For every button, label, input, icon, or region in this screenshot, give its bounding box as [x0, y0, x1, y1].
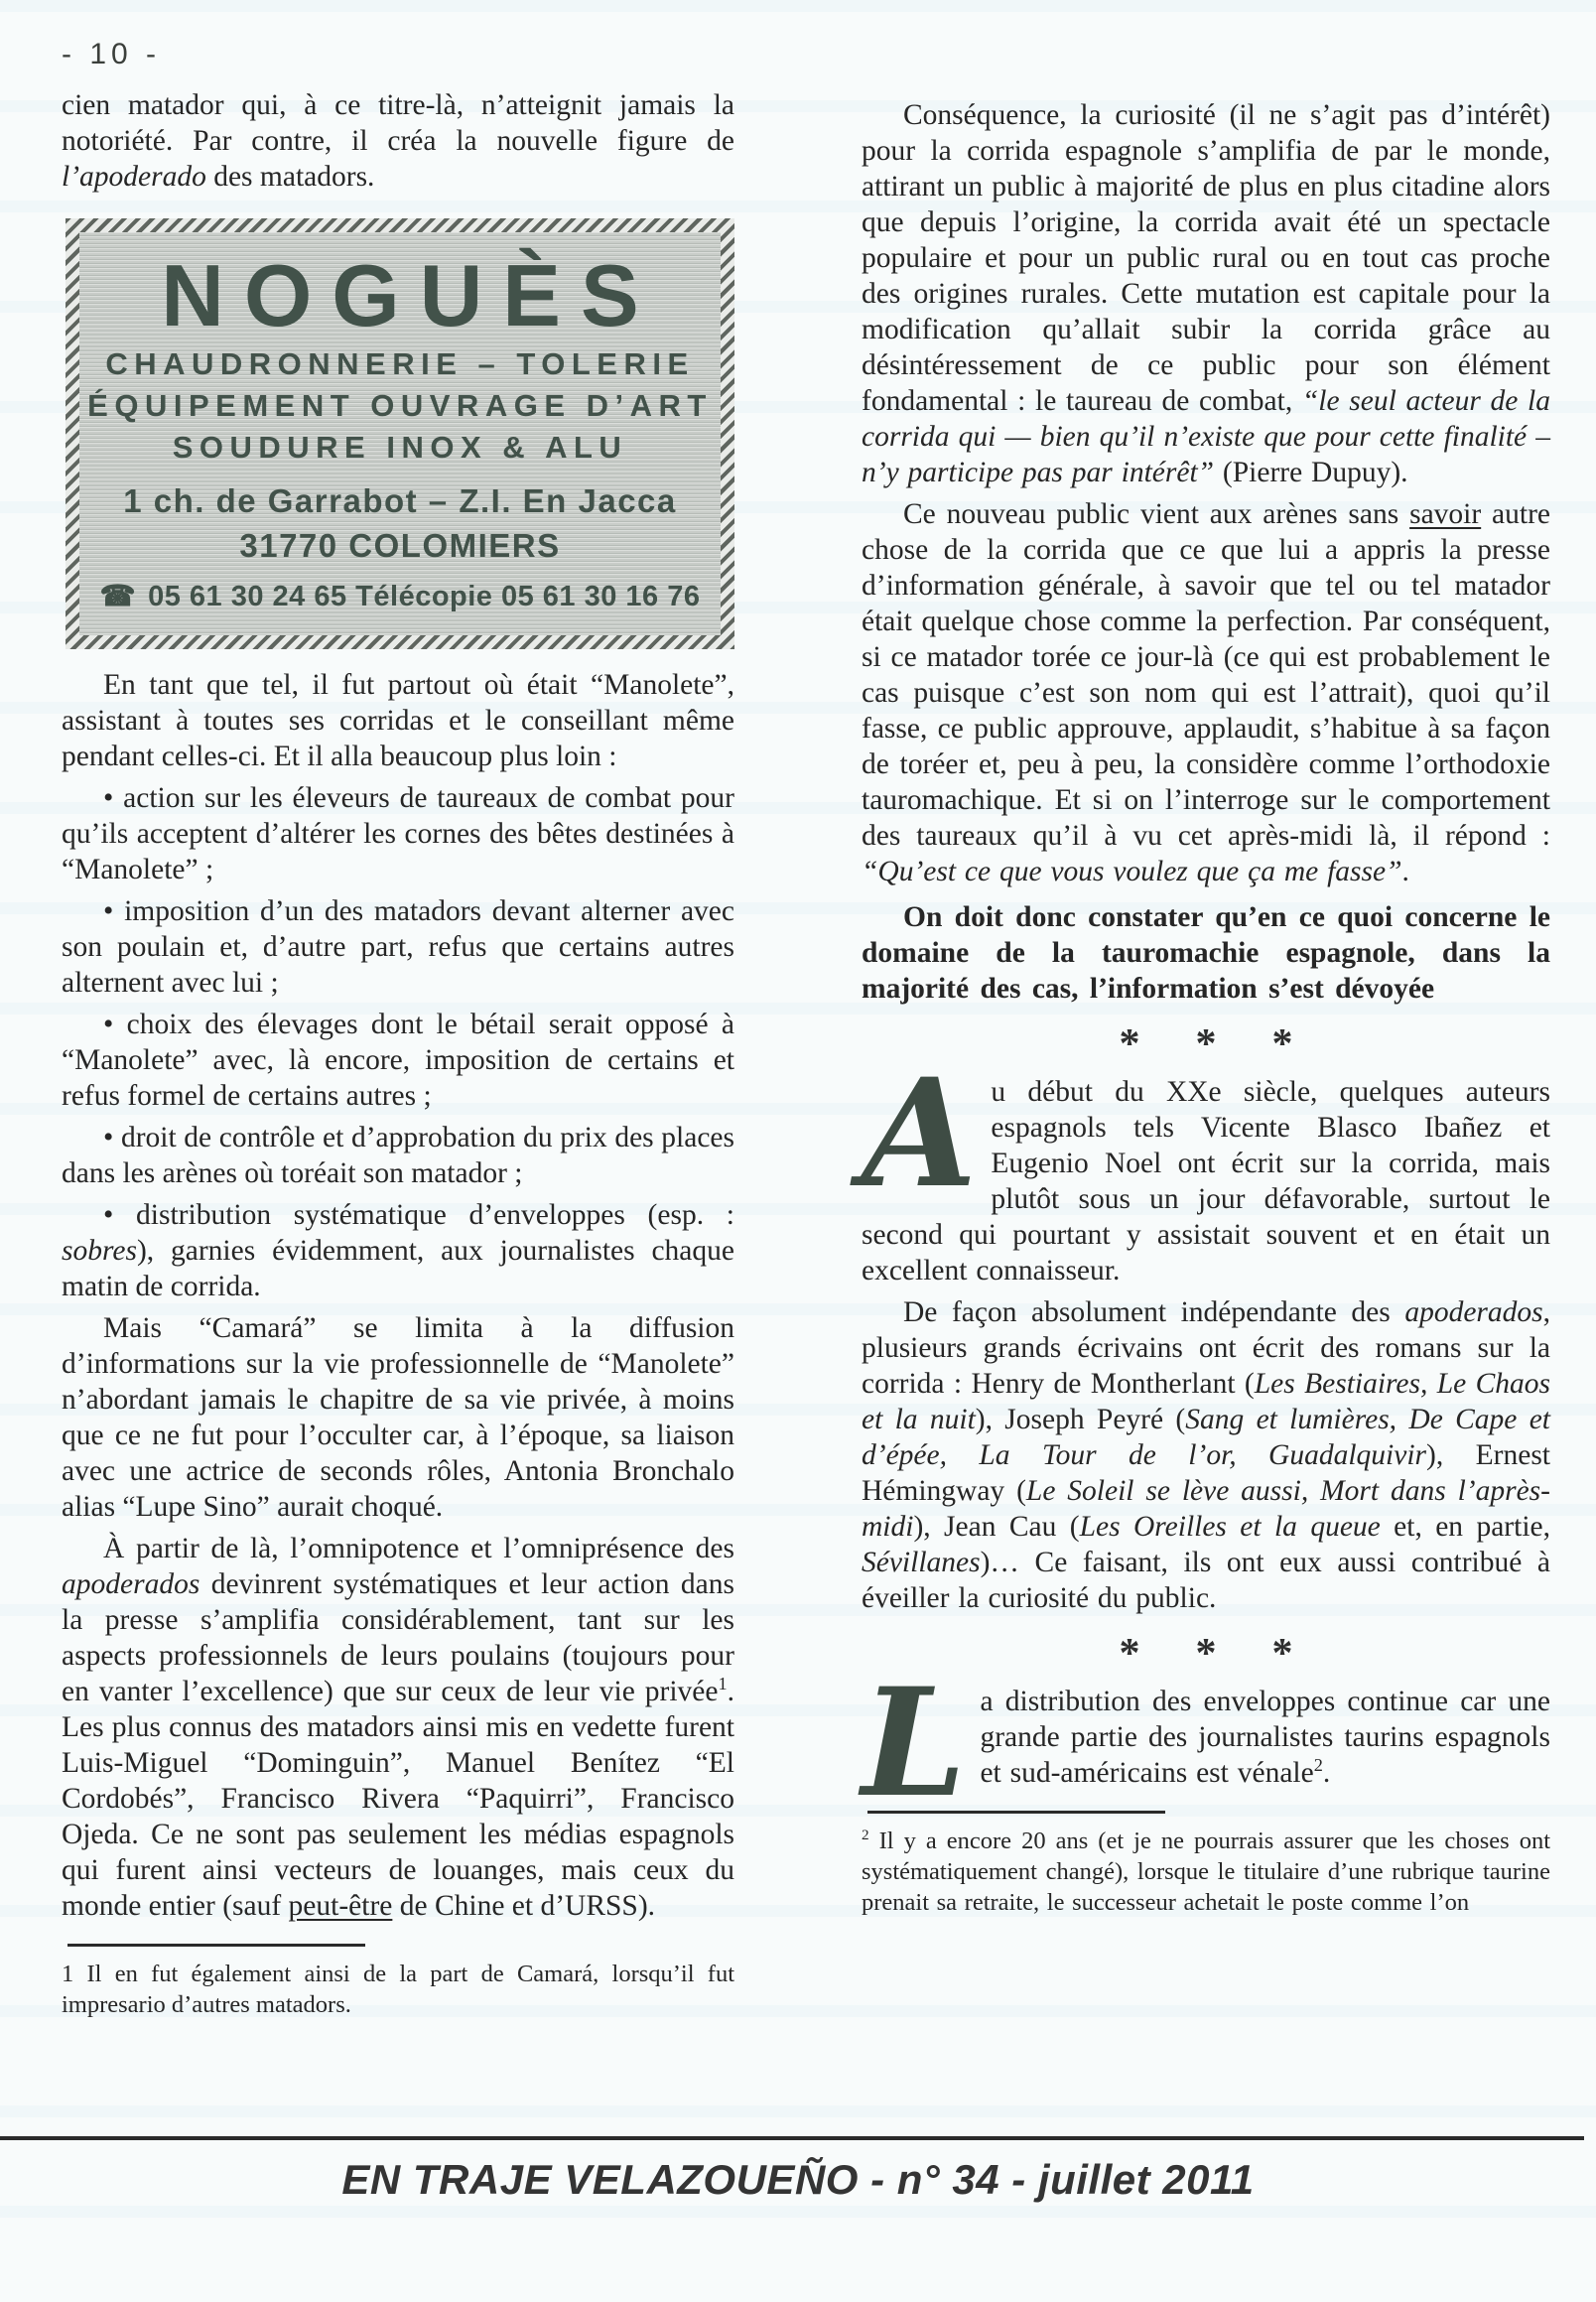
bullet-item-choix: • choix des élevages dont le bétail serait opposé à “Manolete” avec, là encore, imposition de certains et refus formel de certains autres ; [62, 1009, 734, 1112]
paragraph-la-distribution [862, 1656, 1550, 1830]
paragraph-constat-bold: On doit donc constater qu’en ce quoi concerne le domaine de la tauromachie espagnole, dans la majorité des cas, l’information s’est dévoyée [862, 901, 1550, 1005]
bullet-item-distribution: • distribution systématique d’enveloppes (esp. : sobres), garnies évidemment, aux journalistes chaque matin de corrida. [62, 1199, 734, 1302]
paragraph-mais-camara: Mais “Camará” se limita à la diffusion d’informations sur la vie professionnelle de “Manolete” n’abordant jamais le chapitre de sa vie privée, à moins que ce ne fut pour l’occulter car, à l’époque, sa liaison avec une actrice de seconds rôles, Antonia Bronchalo alias “Lupe Sino” aurait choqué. [62, 1312, 734, 1523]
paragraph-nouveau-public: Ce nouveau public vient aux arènes sans savoir autre chose de la corrida que ce que lui a appris la presse d’information générale, à savoir que tel ou tel matador était quelque chose comme la perfection. Par conséquent, si ce matador torée ce jour-là (ce qui est probablement le cas puisque c’est son nom qui est l’attrait), quoi qu’il fasse, ce public approuve, applaudit, s’habitue à sa façon de toréer et, peu à peu, la considère comme l’orthodoxie tauromachique. Et si on l’interroge sur le comportement des taureaux qu’il à vu cet après-midi là, il répond : “Qu’est ce que vous voulez que ça me fasse”. [862, 498, 1550, 887]
dropcap-letter-l: L [862, 1656, 967, 1830]
ad-activity-line: ÉQUIPEMENT OUVRAGE D’ART [87, 388, 713, 423]
paragraph-consequence: Conséquence, la curiosité (il ne s’agit pas d’intérêt) pour la corrida espagnole s’amplifia de par le monde, attirant un public à majorité de plus en plus citadine alors que depuis l’origine, la corrida avait été un spectacle populaire et pour un public rural ou en tout cas proche des origines rurales. Cette mutation est capitale pour la modification qu’allait subir la corrida grâce au désintéressement de ce public pour son élément fondamental : le taureau de combat, “le seul acteur de la corrida qui — bien qu’il n’existe que pour cette finalité – n’y participe pas par intérêt” (Pierre Dupuy). [862, 99, 1550, 488]
dropcap-letter-a: A [862, 1046, 978, 1221]
bullet-item-imposition: • imposition d’un des matadors devant alterner avec son poulain et, d’autre part, refus que certains autres alternent avec lui ; [62, 895, 734, 999]
footnote-2: $^2$ Il y a encore 20 ans (et je ne pourrais assurer que les choses ont systématiquement changé), lorsque le titulaire d’une rubrique taurine prenait sa retraite, le successeur achetait le poste comme l’on [862, 1826, 1550, 1916]
ad-address-city: 31770 COLOMIERS [239, 527, 561, 564]
telephone-icon: ☎ [99, 581, 137, 612]
footnote-separator-rule [67, 1944, 365, 1947]
paragraph-text: a distribution des enveloppes continue car une grande partie des journalistes taurins espagnols et sud-américains est vénale$^2$. [980, 1686, 1550, 1789]
bullet-item-action: • action sur les éleveurs de taureaux de combat pour qu’ils acceptent d’altérer les cornes des bêtes destinées à “Manolete” ; [62, 782, 734, 885]
left-column [62, 87, 734, 2020]
stars-separator: * * * [1119, 1631, 1315, 1677]
footnote-1: 1 Il en fut également ainsi de la part de Camará, lorsqu’il fut impresario d’autres matadors. [62, 1961, 734, 2018]
page-number: - 10 - [62, 38, 162, 70]
right-column [862, 97, 1550, 1918]
ad-activity-line: CHAUDRONNERIE – TOLERIE [105, 346, 695, 381]
ad-company-name: NOGUÈS [161, 246, 659, 344]
footer-rule [0, 2136, 1584, 2140]
paragraph-a-partir-de-la: À partir de là, l’omnipotence et l’omniprésence des apoderados devinrent systématiques et leur action dans la presse s’amplifia considérablement, tant sur les aspects professionnels de leurs poulains (toujours pour en vanter l’excellence) que sur ceux de leur vie privée$^1$. Les plus connus des matadors ainsi mis en vedette furent Luis-Miguel “Dominguin”, Manuel Benítez “El Cordobés”, Francisco Rivera “Paquirri”, Francisco Ojeda. Ce ne sont pas seulement les médias espagnols qui furent ainsi vecteurs de louanges, mais ceux du monde entier (sauf peut-être de Chine et d’URSS). [62, 1533, 734, 1922]
advertisement-inner [79, 232, 721, 635]
paragraph-cien-matador: cien matador qui, à ce titre-là, n’atteignit jamais la notoriété. Par contre, il créa la nouvelle figure de l’apoderado des matadors. [62, 89, 734, 193]
advertisement-nogues [66, 218, 734, 649]
paragraph-de-facon: De façon absolument indépendante des apoderados, plusieurs grands écrivains ont écrit des romans sur la corrida : Henry de Montherlant (Les Bestiaires, Le Chaos et la nuit), Joseph Peyré (Sang et lumières, De Cape et d’épée, La Tour de l’or, Guadalquivir), Ernest Hémingway (Le Soleil se lève aussi, Mort dans l’après-midi), Jean Cau (Les Oreilles et la queue et, en partie, Sévillanes)… Ce faisant, ils ont eux aussi contribué à éveiller la curiosité du public. [862, 1296, 1551, 1614]
paragraph-text: u début du XXe siècle, quelques auteurs espagnols tels Vicente Blasco Ibañez et Eugenio Noel ont écrit sur la corrida, mais plutôt sous un jour défavorable, surtout le second qui pourtant y assistait souvent et en était un excellent connaisseur. [862, 1076, 1550, 1286]
paragraph-en-tant-que-tel: En tant que tel, il fut partout où était “Manolete”, assistant à toutes ses corridas et le conseillant même pendant celles-ci. Et il alla beaucoup plus loin : [62, 669, 734, 772]
ad-phone-line [87, 578, 713, 615]
bullet-item-droit: • droit de contrôle et d’approbation du prix des places dans les arènes où toréait son matador ; [62, 1122, 734, 1189]
ad-address-street: 1 ch. de Garrabot – Z.I. En Jacca [123, 482, 677, 519]
ad-phone-numbers: 05 61 30 24 65 Télécopie 05 61 30 16 76 [148, 581, 701, 612]
ad-activity-line: SOUDURE INOX & ALU [172, 430, 628, 465]
journal-footer: EN TRAJE VELAZOUEÑO - n° 34 - juillet 2011 [341, 2156, 1255, 2203]
stars-separator: * * * [1119, 1021, 1315, 1067]
paragraph-au-debut [862, 1046, 1550, 1288]
